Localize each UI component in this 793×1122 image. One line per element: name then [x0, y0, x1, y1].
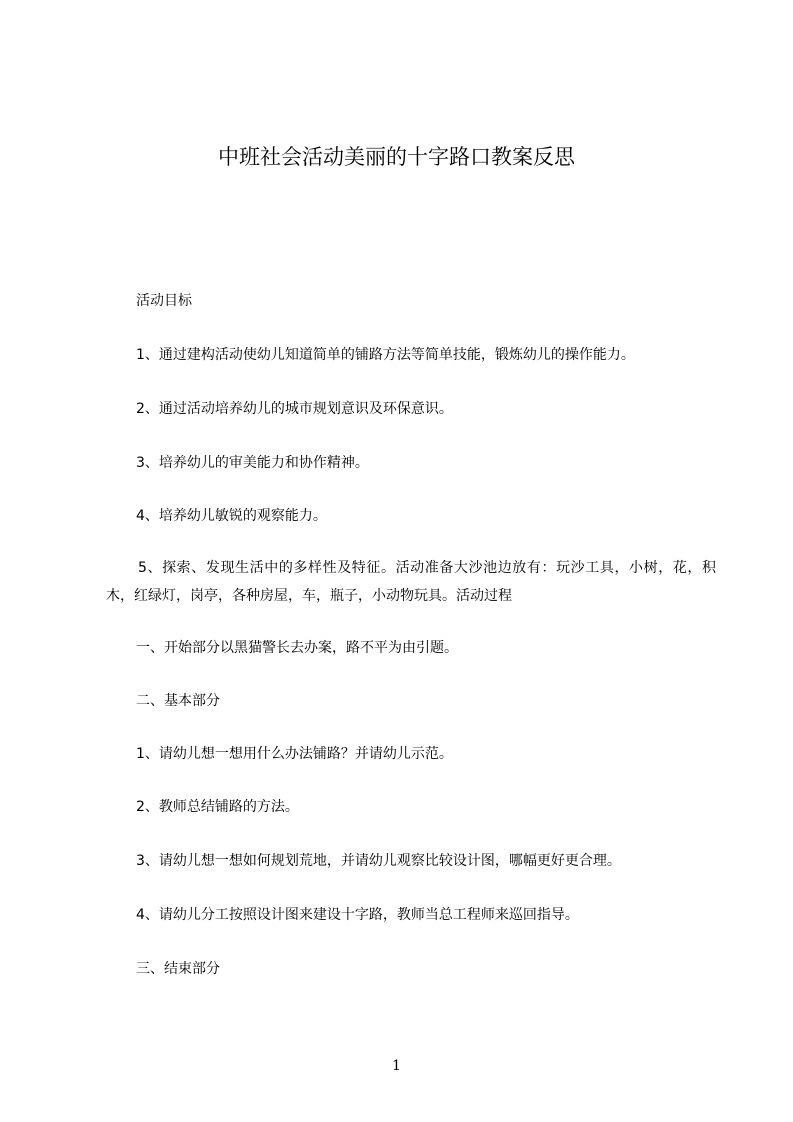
paragraph-section-2-heading: 二、基本部分	[136, 693, 220, 709]
paragraph-goal-3: 3、培养幼儿的审美能力和协作精神。	[136, 455, 369, 471]
paragraph-step-2: 2、教师总结铺路的方法。	[136, 799, 299, 815]
paragraph-goal-2: 2、通过活动培养幼儿的城市规划意识及环保意识。	[136, 401, 453, 417]
paragraph-section-3-heading: 三、结束部分	[136, 961, 220, 977]
document-title: 中班社会活动美丽的十字路口教案反思	[218, 145, 575, 169]
paragraph-step-1: 1、请幼儿想一想用什么办法铺路？并请幼儿示范。	[136, 746, 453, 762]
paragraph-step-4: 4、请幼儿分工按照设计图来建设十字路，教师当总工程师来巡回指导。	[136, 907, 579, 923]
paragraph-activity-goals: 活动目标	[136, 293, 192, 309]
paragraph-goal-5-preparation: 5、探索、发现生活中的多样性及特征。活动准备大沙池边放有：玩沙工具，小树，花，积木，红绿灯，岗亭，各种房屋，车，瓶子，小动物玩具。活动过程	[106, 560, 716, 604]
paragraph-goal-1: 1、通过建构活动使幼儿知道简单的铺路方法等简单技能，锻炼幼儿的操作能力。	[136, 347, 635, 363]
paragraph-section-1: 一、开始部分以黑猫警长去办案，路不平为由引题。	[136, 640, 458, 656]
paragraph-goal-4: 4、培养幼儿敏锐的观察能力。	[136, 508, 327, 524]
page-number: 1	[392, 1058, 401, 1074]
paragraph-step-3: 3、请幼儿想一想如何规划荒地，并请幼儿观察比较设计图，哪幅更好更合理。	[136, 853, 621, 869]
